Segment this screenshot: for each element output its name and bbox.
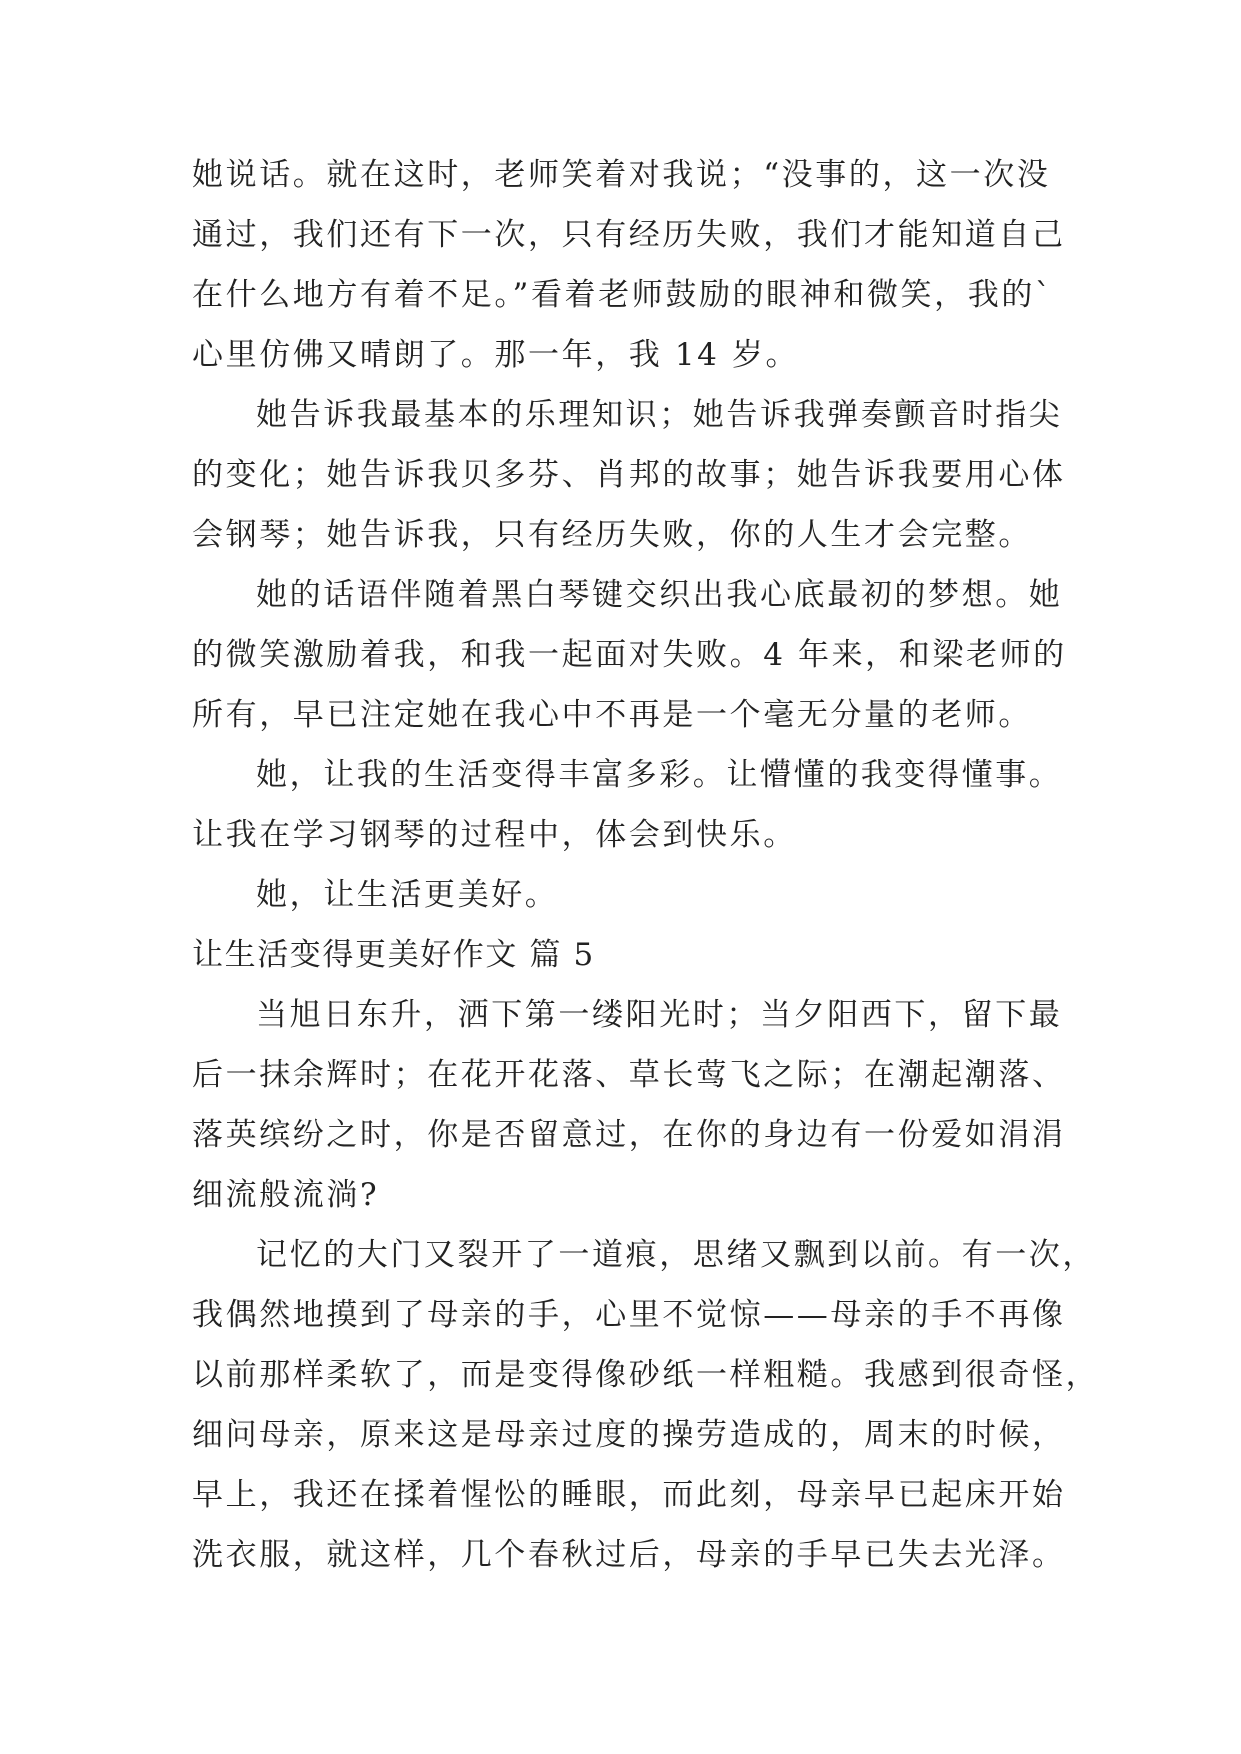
text-line: 的微笑激励着我，和我一起面对失败。4 年来，和梁老师的 [192, 637, 1067, 673]
paragraph [192, 865, 1052, 925]
text-line: 我偶然地摸到了母亲的手，心里不觉惊——母亲的手不再像 [192, 1297, 1066, 1333]
text-line: 当旭日东升，洒下第一缕阳光时；当夕阳西下，留下最 [256, 997, 1063, 1033]
text-line: 让我在学习钢琴的过程中，体会到快乐。 [192, 817, 797, 853]
text-line: 通过，我们还有下一次，只有经历失败，我们才能知道自己 [192, 217, 1066, 253]
text-line: 所有，早已注定她在我心中不再是一个毫无分量的老师。 [192, 697, 1032, 733]
text-line: 心里仿佛又晴朗了。那一年，我 14 岁。 [192, 337, 800, 373]
text-line: 在什么地方有着不足。”看着老师鼓励的眼神和微笑，我的` [192, 277, 1054, 313]
text-line: 细流般流淌? [192, 1177, 380, 1213]
paragraph [192, 145, 1066, 385]
text-line: 洗衣服，就这样，几个春秋过后，母亲的手早已失去光泽。 [192, 1537, 1066, 1573]
text-line: 后一抹余辉时；在花开花落、草长莺飞之际；在潮起潮落、 [192, 1057, 1066, 1093]
paragraph [192, 1225, 1100, 1585]
paragraph [192, 385, 1066, 565]
paragraph [192, 745, 1063, 865]
text-line: 的变化；她告诉我贝多芬、肖邦的故事；她告诉我要用心体 [192, 457, 1066, 493]
text-line: 以前那样柔软了，而是变得像砂纸一样粗糙。我感到很奇怪， [192, 1357, 1100, 1393]
text-line: 落英缤纷之时，你是否留意过，在你的身边有一份爱如涓涓 [192, 1117, 1066, 1153]
text-line: 她说话。就在这时，老师笑着对我说；“没事的，这一次没 [192, 157, 1051, 193]
text-line: 早上，我还在揉着惺忪的睡眼，而此刻，母亲早已起床开始 [192, 1477, 1066, 1513]
text-line: 她，让生活更美好。 [256, 877, 559, 913]
section-heading: 让生活变得更美好作文 篇 5 [192, 937, 595, 973]
text-line: 会钢琴；她告诉我，只有经历失败，你的人生才会完整。 [192, 517, 1032, 553]
text-line: 她，让我的生活变得丰富多彩。让懵懂的我变得懂事。 [256, 757, 1063, 793]
document-body [192, 145, 1100, 1585]
paragraph [192, 985, 1066, 1225]
text-line: 细问母亲，原来这是母亲过度的操劳造成的，周末的时候， [192, 1417, 1066, 1453]
paragraph [192, 565, 1067, 745]
text-line: 记忆的大门又裂开了一道痕，思绪又飘到以前。有一次， [256, 1237, 1096, 1273]
text-line: 她告诉我最基本的乐理知识；她告诉我弹奏颤音时指尖 [256, 397, 1063, 433]
text-line: 她的话语伴随着黑白琴键交织出我心底最初的梦想。她 [256, 577, 1063, 613]
